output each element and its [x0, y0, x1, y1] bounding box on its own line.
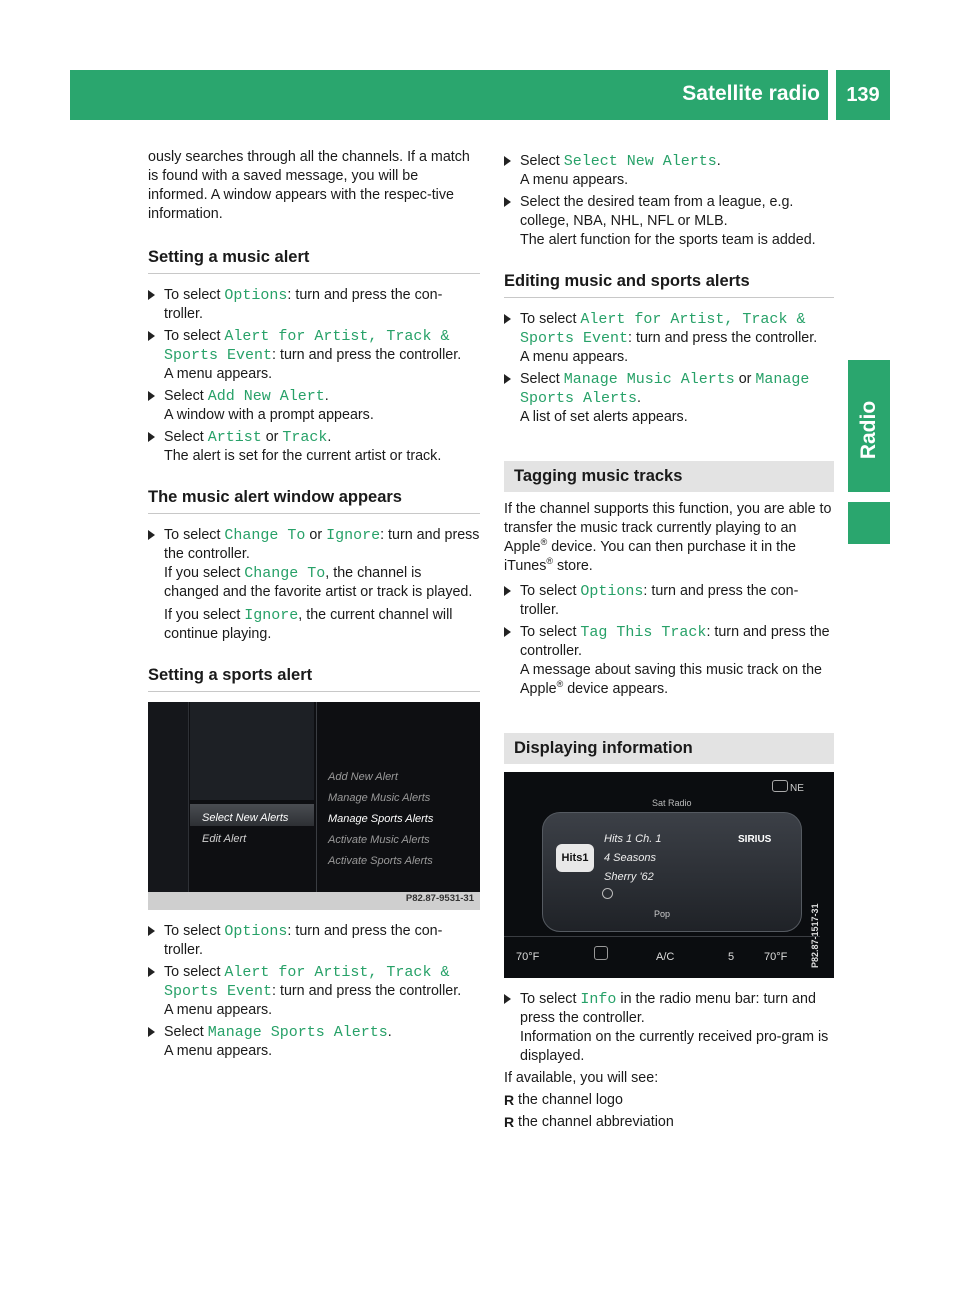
step: Select Manage Music Alerts or Manage Sports Alerts. A list of set alerts appears. [504, 370, 834, 427]
heading-sports-alert: Setting a sports alert [148, 666, 480, 692]
step: Select the desired team from a league, e.g. college, NBA, NHL, NFL or MLB. The alert function for the sports team is added. [504, 193, 834, 250]
side-tab-block [848, 502, 890, 544]
screen-item: Edit Alert [202, 833, 247, 845]
tagging-intro: If the channel supports this function, you are able to transfer the music track currently playing to an Apple® device. You can then purchase it in the iTunes® store. [504, 501, 832, 574]
menu-term: Options [224, 923, 288, 940]
arrow-icon [504, 197, 511, 207]
sports-alert-screenshot [148, 702, 480, 910]
screen-status: NE [790, 783, 804, 794]
step: To select Alert for Artist, Track & Sports Event: turn and press the controller. A menu appears. [148, 327, 480, 384]
arrow-icon [504, 994, 511, 1004]
screen-item: Activate Music Alerts [328, 834, 430, 846]
section-title: Satellite radio [682, 82, 820, 105]
screen-item: Manage Music Alerts [328, 792, 431, 804]
menu-term: Artist [207, 429, 262, 446]
arrow-icon [504, 314, 511, 324]
note: If you select Change To, the channel is changed and the favorite artist or track is played. [164, 565, 473, 600]
menu-term: Manage Sports Alerts [520, 371, 810, 407]
screen-title: Sat Radio [652, 798, 692, 808]
menu-term: Tag This Track [580, 624, 707, 641]
arrow-icon [148, 391, 155, 401]
step: Select Select New Alerts. A menu appears. [504, 152, 834, 190]
steps-editing [504, 310, 834, 427]
menu-term: Info [580, 991, 617, 1008]
arrow-icon [148, 967, 155, 977]
screen-bar-item: 5 [728, 951, 735, 963]
steps-tagging [504, 582, 834, 699]
list-item: R the channel logo [504, 1092, 623, 1108]
arrow-icon [148, 530, 155, 540]
step: To select Change To or Ignore: turn and press the controller. If you select Change To, the channel is changed and the favorite artist or track is played. If you select Ignore, the current channel will continue playing. [148, 526, 480, 644]
arrow-icon [504, 586, 511, 596]
step: Select Artist or Track. The alert is set for the current artist or track. [148, 428, 480, 466]
screen-item: Add New Alert [328, 771, 398, 783]
screen-row: Hits 1 Ch. 1 [604, 833, 662, 845]
menu-term: Ignore [326, 527, 381, 544]
arrow-icon [148, 290, 155, 300]
menu-term: Options [224, 287, 288, 304]
intro-text: ously searches through all the channels. If a match is found with a saved message, you will be informed. A window appears with the respec-tive information. [148, 149, 470, 222]
menu-term: Manage Music Alerts [563, 371, 735, 388]
heading-editing-alerts: Editing music and sports alerts [504, 272, 834, 298]
menu-term: Change To [224, 527, 306, 544]
arrow-icon [504, 374, 511, 384]
genre-label: Pop [654, 909, 671, 919]
step: Select Manage Sports Alerts. A menu appears. [148, 1023, 480, 1061]
menu-term: Manage Sports Alerts [207, 1024, 388, 1041]
screen-item: Manage Sports Alerts [328, 813, 434, 825]
after-text: If available, you will see: [504, 1070, 659, 1086]
brand-logo: SIRIUS [738, 834, 772, 845]
screen-item: Activate Sports Alerts [328, 855, 433, 867]
screen-bar-item: A/C [656, 951, 675, 963]
connectivity-icon [772, 780, 788, 792]
page-number: 139 [836, 70, 890, 120]
screen-item: Select New Alerts [202, 812, 289, 824]
arrow-icon [504, 627, 511, 637]
arrow-icon [148, 331, 155, 341]
heading-music-alert-window: The music alert window appears [148, 488, 480, 514]
steps-continued [504, 152, 834, 250]
note: If you select Ignore, the current channel will continue playing. [164, 607, 453, 642]
side-tab-label-wrap [851, 370, 891, 490]
screen-bar-item: 70°F [764, 951, 788, 963]
menu-term: Alert for Artist, Track & Sports Event [164, 964, 450, 1000]
step: Select Add New Alert. A window with a prompt appears. [148, 387, 480, 425]
step: To select Alert for Artist, Track & Sports Event: turn and press the controller. A menu appears. [504, 310, 834, 367]
arrow-icon [148, 432, 155, 442]
image-code: P82.87-1517-31 [810, 903, 820, 968]
menu-term: Add New Alert [207, 388, 325, 405]
left-column [148, 148, 480, 1064]
menu-term: Select New Alerts [563, 153, 717, 170]
seat-icon [594, 946, 608, 960]
menu-term: Track [282, 429, 328, 446]
menu-term: Alert for Artist, Track & Sports Event [164, 328, 450, 364]
step: To select Alert for Artist, Track & Sports Event: turn and press the controller. A menu appears. [148, 963, 480, 1020]
info-icon [602, 888, 613, 899]
step: To select Options: turn and press the con-troller. [148, 922, 480, 960]
side-tab-label: Radio [857, 400, 880, 460]
steps-sports-alert [148, 922, 480, 1061]
steps-info [504, 990, 834, 1066]
screen-row: Sherry '62 [604, 871, 654, 883]
screen-bar-item: 70°F [516, 951, 540, 963]
channel-logo: Hits1 [556, 844, 594, 872]
menu-term: Alert for Artist, Track & Sports Event [520, 311, 806, 347]
heading-displaying-info: Displaying information [504, 733, 834, 764]
arrow-icon [504, 156, 511, 166]
header-separator [830, 70, 834, 120]
steps-alert-window [148, 526, 480, 644]
list-item: R the channel abbreviation [504, 1114, 674, 1130]
heading-tagging-tracks: Tagging music tracks [504, 461, 834, 492]
info-screenshot [504, 772, 834, 978]
image-code: P82.87-9531-31 [405, 893, 474, 904]
arrow-icon [148, 1027, 155, 1037]
right-column [504, 148, 834, 1132]
arrow-icon [148, 926, 155, 936]
screen-row: 4 Seasons [604, 852, 656, 864]
step: To select Options: turn and press the con-troller. [504, 582, 834, 620]
steps-music-alert [148, 286, 480, 466]
step: To select Tag This Track: turn and press the controller. A message about saving this music track on the Apple® device appears. [504, 623, 834, 699]
step: To select Info in the radio menu bar: turn and press the controller. Information on the currently received pro-gram is displayed. [504, 990, 834, 1066]
heading-setting-music-alert: Setting a music alert [148, 248, 480, 274]
menu-term: Options [580, 583, 644, 600]
step: To select Options: turn and press the con-troller. [148, 286, 480, 324]
